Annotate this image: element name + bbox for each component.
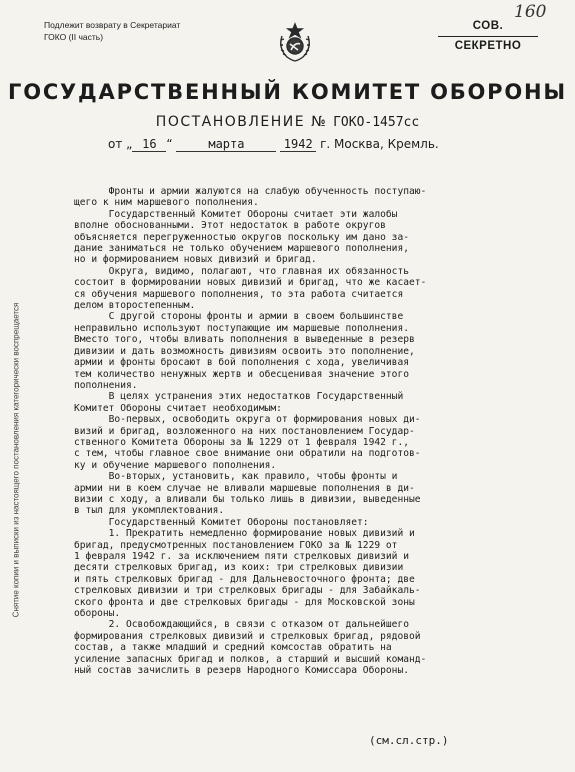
- return-note-line: Подлежит возврату в Секретариат: [44, 20, 181, 30]
- side-note-text: Снятие копии и выписки из настоящего постановления категорически воспрещается: [11, 302, 21, 618]
- return-note: [44, 19, 254, 43]
- body-line: 1. Прекратить немедленно формирование новых дивизий и: [74, 528, 415, 540]
- body-line: армии ни в коем случае не вливали маршевые пополнения в ди-: [74, 482, 415, 494]
- body-line: дивизии и дать возможность дивизиям освоить это пополнение,: [74, 345, 415, 357]
- body-line: Государственный Комитет Обороны считает эти жалобы: [74, 208, 398, 220]
- body-line: усиление запасных бригад и полков, а старший и высший команд-: [74, 653, 427, 665]
- secrecy-stamp: СОВ. СЕКРЕТНО: [438, 16, 538, 37]
- body-line: 2. Освобождающийся, в связи с отказом от дальнейшего: [74, 619, 410, 631]
- decree-date: [108, 137, 508, 152]
- continued-note: (см.сл.стр.): [369, 734, 449, 747]
- body-line: делом второстепенным.: [74, 300, 196, 312]
- body-line: В целях устранения этих недостатков Государственный: [74, 391, 404, 403]
- decree-body: [74, 186, 544, 676]
- body-line: объясняется перегруженностью округов поскольку им дано за-: [74, 231, 410, 243]
- date-prefix: от „: [108, 137, 133, 151]
- side-prohibition-note: [6, 160, 26, 760]
- return-note-line: ГОКО (II часть): [44, 32, 104, 42]
- body-line: дание заниматься не только обучением маршевого пополнения,: [74, 243, 410, 255]
- decree-heading: [0, 114, 575, 130]
- committee-title: ГОСУДАРСТВЕННЫЙ КОМИТЕТ ОБОРОНЫ: [8, 80, 567, 104]
- body-line: Комитет Обороны считает необходимым:: [74, 402, 282, 414]
- body-line: но и формированием новых дивизий и бригад.: [74, 254, 317, 266]
- state-emblem-icon: [273, 20, 317, 64]
- body-line: и пять стрелковых бригад - для Дальневосточного фронта; две: [74, 573, 415, 585]
- body-line: Округа, видимо, полагают, что главная их обязанность: [74, 265, 410, 277]
- date-day-close: “: [166, 137, 173, 151]
- body-line: ственного Комитета Обороны за № 1229 от 1 февраля 1942 г.,: [74, 436, 410, 448]
- body-line: ся обучения маршевого пополнения, то эта работа считается: [74, 288, 404, 300]
- body-line: визии с ходу, а вливали бы только лишь в дивизии, выведенные: [74, 493, 421, 505]
- body-line: Вместо того, чтобы вливать пополнения в выведенные в резерв: [74, 334, 415, 346]
- body-line: 1 февраля 1942 г. за исключением пяти стрелковых дивизий и: [74, 551, 410, 562]
- date-place: г. Москва, Кремль.: [320, 137, 439, 151]
- body-line: ского фронта и две стрелковых бригады - для Московской зоны: [74, 596, 415, 608]
- body-line: Во-вторых, установить, как правило, чтобы фронты и: [74, 471, 398, 483]
- decree-label: ПОСТАНОВЛЕНИЕ №: [155, 114, 328, 130]
- body-line: армии и фронты бросают в бой пополнения с хода, увеличивая: [74, 357, 410, 369]
- body-line: ный состав зачислить в резерв Народного Комиссара Обороны.: [74, 665, 410, 677]
- body-line: формирования стрелковых дивизий и стрелковых бригад, рядовой: [74, 630, 421, 642]
- body-line: неправильно используют поступающие им маршевые пополнения.: [74, 322, 410, 334]
- body-line: пополнения.: [74, 379, 138, 391]
- body-line: с тем, чтобы главное свое внимание они обратили на подготов-: [74, 448, 421, 460]
- body-line: вполне обоснованными. Этот недостаток в работе округов: [74, 220, 386, 232]
- body-line: обороны.: [74, 608, 121, 620]
- body-line: Фронты и армии жалуются на слабую обученность поступаю-: [74, 186, 427, 197]
- body-line: бригад, предусмотренных постановлением ГОКО за № 1229 от: [74, 539, 398, 551]
- body-line: состоит в формировании новых дивизий и бригад, что же касает-: [74, 277, 427, 289]
- body-line: Во-первых, освободить округа от формирования новых ди-: [74, 414, 421, 426]
- date-day: 16: [132, 137, 166, 152]
- body-line: в тыл для укомплектования.: [74, 505, 225, 517]
- date-month: марта: [176, 137, 276, 152]
- handwritten-page-number: 160: [514, 2, 547, 22]
- body-line: С другой стороны фронты и армии в своем большинстве: [74, 311, 404, 323]
- body-line: щего к ним маршевого пополнения.: [74, 197, 259, 209]
- body-line: визий и бригад, возложенного на них постановлением Государ-: [74, 425, 415, 437]
- decree-number: ГОКО-1457сс: [333, 115, 420, 130]
- body-line: тем количество ненужных жертв и обесценивая значение этого: [74, 368, 410, 380]
- body-line: Государственный Комитет Обороны постановляет:: [74, 516, 369, 528]
- body-line: стрелковых дивизии и три стрелковых бригады - для Забайкаль-: [74, 585, 421, 597]
- body-line: ку и обучение маршевого пополнения.: [74, 459, 277, 471]
- body-line: десяти стрелковых бригад, из коих: три стрелковых дивизии: [74, 562, 404, 574]
- date-year: 1942: [280, 137, 316, 152]
- body-line: состав, а также младший и средний комсостав обратить на: [74, 642, 392, 654]
